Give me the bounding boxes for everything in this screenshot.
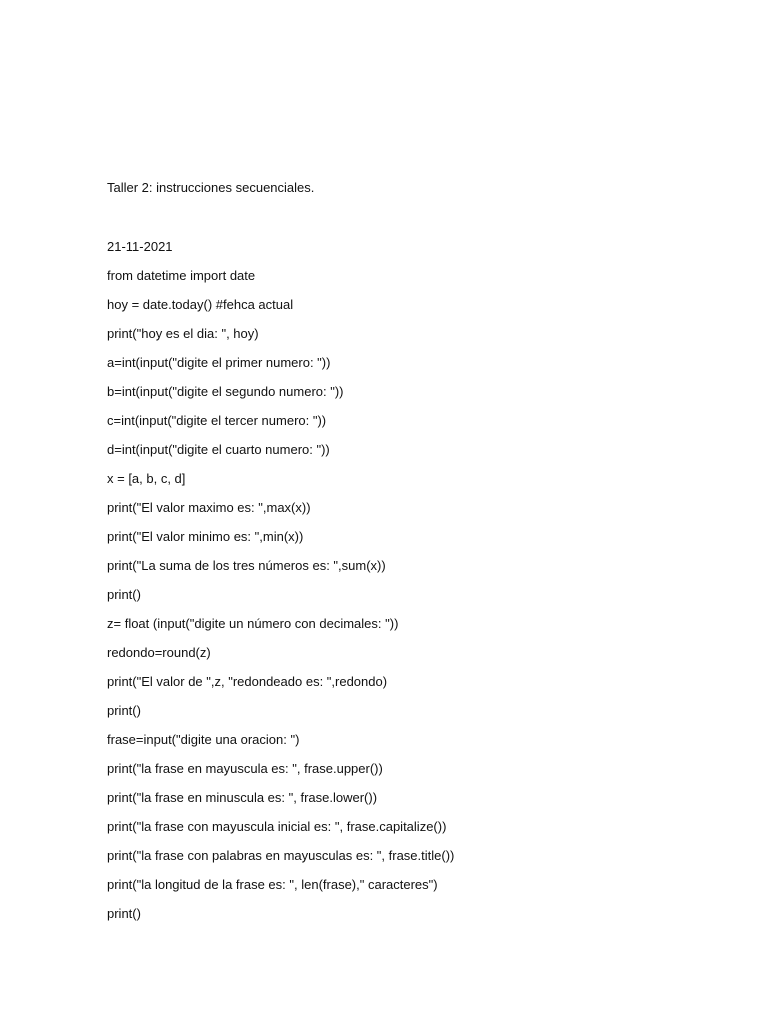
code-line: print("hoy es el dia: ", hoy) [107, 326, 259, 341]
code-line: redondo=round(z) [107, 645, 211, 660]
code-line: print("El valor minimo es: ",min(x)) [107, 529, 304, 544]
code-line: print() [107, 703, 141, 718]
code-line: print() [107, 587, 141, 602]
code-line: print("la frase en mayuscula es: ", frase.upper()) [107, 761, 383, 776]
date-line: 21-11-2021 [107, 239, 173, 254]
document-title: Taller 2: instrucciones secuenciales. [107, 180, 315, 195]
code-line: b=int(input("digite el segundo numero: ")) [107, 384, 344, 399]
code-line: print() [107, 906, 141, 921]
code-line: print("la frase en minuscula es: ", frase.lower()) [107, 790, 378, 805]
code-line: frase=input("digite una oracion: ") [107, 732, 300, 747]
code-lines [107, 237, 454, 933]
code-line: from datetime import date [107, 268, 256, 283]
code-line: print("la frase con mayuscula inicial es: ", frase.capitalize()) [107, 819, 447, 834]
code-line: x = [a, b, c, d] [107, 471, 186, 486]
code-line: print("La suma de los tres números es: ",sum(x)) [107, 558, 386, 573]
code-line: d=int(input("digite el cuarto numero: ")) [107, 442, 330, 457]
code-line: hoy = date.today() #fehca actual [107, 297, 294, 312]
code-line: print("El valor de ",z, "redondeado es: ",redondo) [107, 674, 388, 689]
code-line: z= float (input("digite un número con decimales: ")) [107, 616, 399, 631]
code-line: print("la longitud de la frase es: ", len(frase)," caracteres") [107, 877, 438, 892]
code-line: print("la frase con palabras en mayusculas es: ", frase.title()) [107, 848, 455, 863]
code-line: print("El valor maximo es: ",max(x)) [107, 500, 311, 515]
code-line: c=int(input("digite el tercer numero: ")) [107, 413, 327, 428]
code-line: a=int(input("digite el primer numero: ")) [107, 355, 331, 370]
